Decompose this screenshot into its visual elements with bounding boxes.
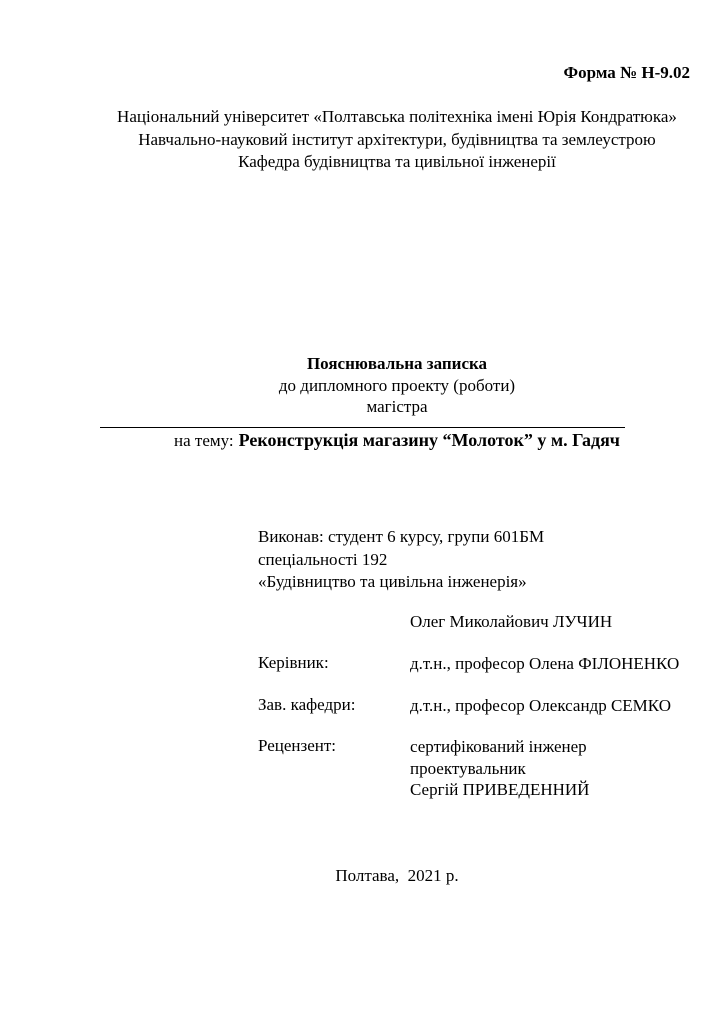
author-name: Олег Миколайович ЛУЧИН (410, 612, 613, 631)
degree-level: магістра (366, 397, 428, 416)
supervisor-value (410, 653, 679, 675)
horizontal-rule (100, 427, 625, 428)
department-name: Кафедра будівництва та цивільної інженерії (238, 152, 556, 171)
signature-row-supervisor (258, 653, 679, 675)
head-of-department-value (410, 695, 671, 717)
title-block (100, 353, 694, 418)
reviewer-role-label: Рецензент: (258, 736, 337, 755)
document-title: Пояснювальна записка (306, 354, 488, 373)
head-of-department-role-label: Зав. кафедри: (258, 695, 356, 714)
topic-label: на тему: (174, 431, 234, 450)
reviewer-value (410, 736, 589, 801)
reviewer-line-2: проектувальник (410, 758, 526, 778)
city-year-footer: Полтава, 2021 р. (335, 866, 459, 885)
reviewer-line-3: Сергій ПРИВЕДЕННИЙ (410, 780, 590, 799)
executor-line-3: «Будівництво та цивільна інженерія» (258, 572, 527, 591)
head-of-department-line-1: д.т.н., професор Олександр СЕМКО (410, 696, 671, 715)
topic-line (100, 430, 694, 451)
signature-row-head-of-department (258, 695, 671, 717)
reviewer-line-1: сертифікований інженер (410, 737, 587, 756)
supervisor-line-1: д.т.н., професор Олена ФІЛОНЕНКО (410, 654, 680, 673)
university-header (100, 106, 694, 174)
signature-row-reviewer (258, 736, 589, 801)
document-subtitle: до дипломного проекту (роботи) (278, 375, 516, 395)
executor-line-1: Виконав: студент 6 курсу, групи 601БМ (258, 527, 545, 546)
university-name: Національний університет «Полтавська політехніка імені Юрія Кондратюка» (117, 107, 677, 126)
executor-block (258, 526, 544, 594)
supervisor-role-label: Керівник: (258, 653, 329, 672)
institute-name: Навчально-науковий інститут архітектури, будівництва та землеустрою (138, 129, 656, 149)
topic-title: Реконструкція магазину “Молоток” у м. Гадяч (238, 430, 620, 450)
form-number: Форма № Н-9.02 (563, 63, 690, 82)
executor-line-2: спеціальності 192 (258, 549, 388, 569)
